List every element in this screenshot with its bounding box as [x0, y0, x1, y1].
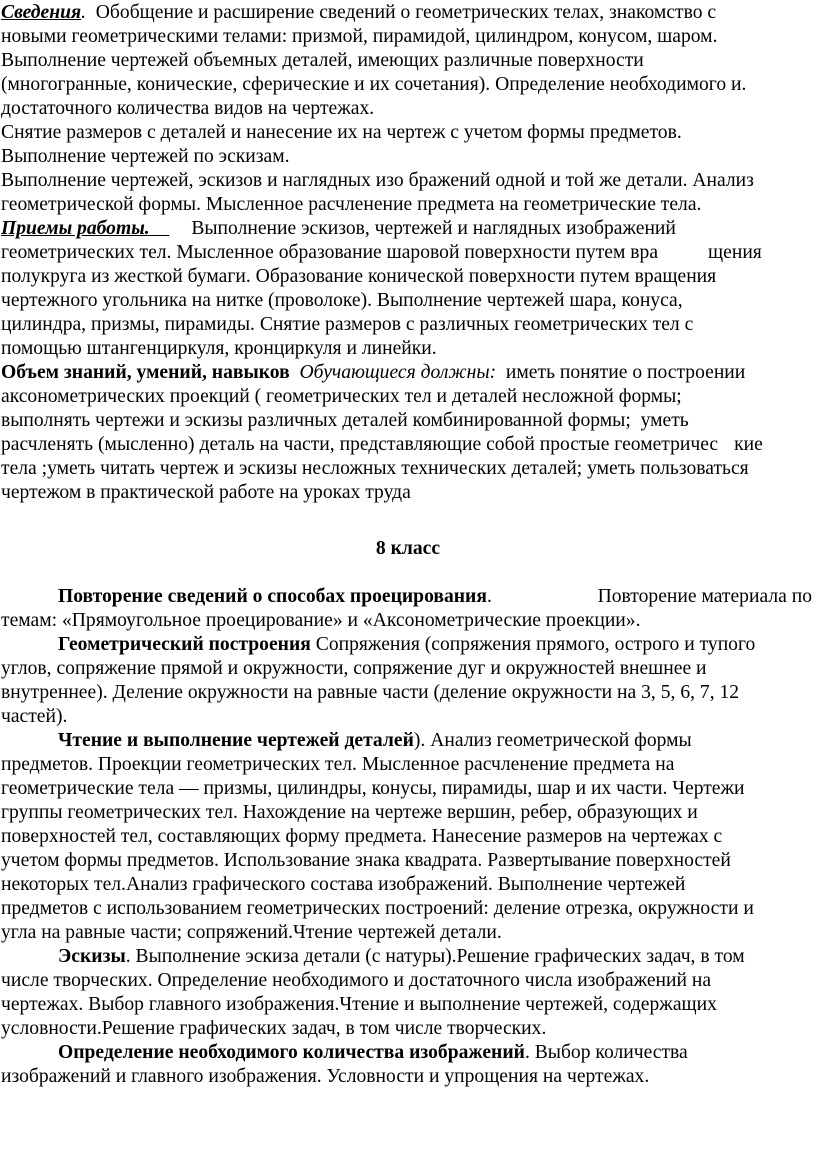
- paragraph-line: геометрических тел. Мысленное образование шаровой поверхности путем вра щения: [1, 242, 762, 263]
- grade-heading: 8 класс: [375, 538, 441, 559]
- paragraph-line: новыми геометрическими телами: призмой, пирамидой, цилиндром, конусом, шаром.: [1, 26, 718, 47]
- section-priemy-line-1: Приемы работы. Выполнение эскизов, чертежей и наглядных изображений: [1, 218, 676, 239]
- bold-heading-eskizy: Эскизы: [58, 946, 126, 967]
- bold-heading-number-of-views: Определение необходимого количества изображений: [58, 1042, 525, 1063]
- paragraph-line: чертежах. Выбор главного изображения.Чтение и выполнение чертежей, содержащих: [1, 994, 717, 1015]
- paragraph-line: предметов с использованием геометрических построений: деление отрезка, окружности и: [1, 898, 754, 919]
- paragraph-line: Выполнение чертежей, эскизов и наглядных изо бражений одной и той же детали. Анализ: [1, 170, 754, 191]
- paragraph-line: углов, сопряжение прямой и окружности, сопряжение дуг и окружностей внешнее и: [1, 658, 707, 679]
- bold-heading-proecirovanie: Повторение сведений о способах проецирования: [58, 586, 487, 607]
- paragraph-line: группы геометрических тел. Нахождение на чертеже вершин, ребер, образующих и: [1, 802, 698, 823]
- paragraph-line: внутреннее). Деление окружности на равные части (деление окружности на 3, 5, 6, 7, 12: [1, 682, 740, 703]
- paragraph-line: числе творческих. Определение необходимого и достаточного числа изображений на: [1, 970, 712, 991]
- paragraph-line: цилиндра, призмы, пирамиды. Снятие размеров с различных геометрических тел с: [1, 314, 694, 335]
- paragraph-line: учетом формы предметов. Использование знака квадрата. Развертывание поверхностей: [1, 850, 731, 871]
- paragraph-line: Эскизы. Выполнение эскиза детали (с натуры).Решение графических задач, в том: [58, 946, 745, 967]
- paragraph-line: тела ;уметь читать чертеж и эскизы несложных технических деталей; уметь пользоваться: [1, 458, 749, 479]
- paragraph-line: помощью штангенциркуля, кронциркуля и линейки.: [1, 338, 437, 359]
- paragraph-line: Геометрический построения Сопряжения (сопряжения прямого, острого и тупого: [58, 634, 756, 655]
- paragraph-line: Снятие размеров с деталей и нанесение их на чертеж с учетом формы предметов.: [1, 122, 682, 143]
- paragraph-line: выполнять чертежи и эскизы различных деталей комбинированной формы; уметь: [1, 410, 689, 431]
- paragraph-line: расчленять (мысленно) деталь на части, представляющие собой простые геометричес кие: [1, 434, 763, 455]
- paragraph-line: достаточного количества видов на чертежах.: [1, 98, 375, 119]
- paragraph-line: (многогранные, конические, сферические и их сочетания). Определение необходимого и.: [1, 74, 747, 95]
- paragraph-line: частей).: [1, 706, 68, 727]
- paragraph-line: предметов. Проекции геометрических тел. Мысленное расчленение предмета на: [1, 754, 675, 775]
- paragraph-line: Выполнение чертежей объемных деталей, имеющих различные поверхности: [1, 50, 644, 71]
- paragraph-line: темам: «Прямоугольное проецирование» и «Аксонометрические проекции».: [1, 610, 641, 631]
- paragraph-line: угла на равные части; сопряжений.Чтение чертежей детали.: [1, 922, 502, 943]
- heading-priemy-raboty: Приемы работы.: [1, 218, 150, 239]
- bold-heading-reading-drawings: Чтение и выполнение чертежей деталей: [58, 730, 414, 751]
- paragraph-line: аксонометрических проекций ( геометрических тел и деталей несложной формы;: [1, 386, 682, 407]
- paragraph-line: геометрической формы. Мысленное расчленение предмета на геометрические тела.: [1, 194, 702, 215]
- paragraph-line: геометрические тела — призмы, цилиндры, конусы, пирамиды, шар и их части. Чертежи: [1, 778, 745, 799]
- paragraph-line: условности.Решение графических задач, в том числе творческих.: [1, 1018, 547, 1039]
- paragraph-line: полукруга из жесткой бумаги. Образование конической поверхности путем вращения: [1, 266, 717, 287]
- paragraph-line: Повторение сведений о способах проецирования. Повторение материала по: [58, 586, 812, 607]
- paragraph-line: изображений и главного изображения. Условности и упрощения на чертежах.: [1, 1066, 650, 1087]
- paragraph-line: Определение необходимого количества изображений. Выбор количества: [58, 1042, 688, 1063]
- paragraph-line: Чтение и выполнение чертежей деталей). Анализ геометрической формы: [58, 730, 692, 751]
- heading-svedeniya: Сведения: [1, 2, 82, 23]
- paragraph-line: некоторых тел.Анализ графического состава изображений. Выполнение чертежей: [1, 874, 686, 895]
- bold-heading-geometric-constructions: Геометрический построения: [58, 634, 311, 655]
- paragraph-line: чертежом в практической работе на уроках труда: [1, 482, 411, 503]
- paragraph-line: поверхностей тел, составляющих форму предмета. Нанесение размеров на чертежах с: [1, 826, 723, 847]
- paragraph-line: Выполнение чертежей по эскизам.: [1, 146, 290, 167]
- section-svedeniya-line-1: Сведения. Обобщение и расширение сведений о геометрических телах, знакомство с: [1, 2, 717, 23]
- heading-obem-znaniy: Объем знаний, умений, навыков: [1, 362, 290, 383]
- section-obem-znaniy-line-1: Объем знаний, умений, навыков Обучающиеся должны: иметь понятие о построении: [1, 362, 746, 383]
- paragraph-line: чертежного угольника на нитке (проволоке). Выполнение чертежей шара, конуса,: [1, 290, 683, 311]
